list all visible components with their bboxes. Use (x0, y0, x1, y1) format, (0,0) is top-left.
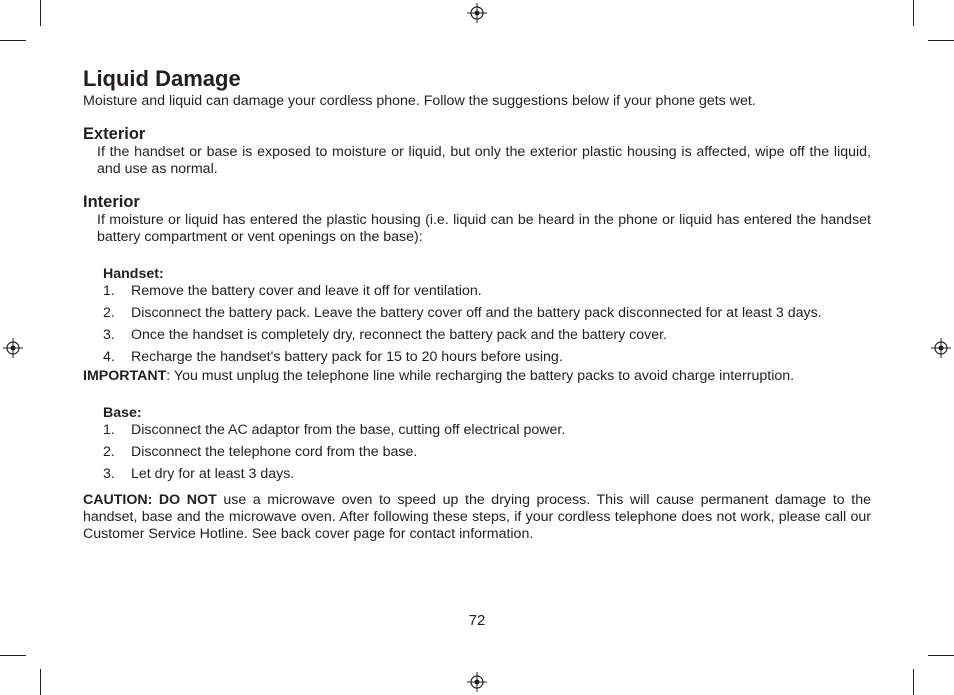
intro-text: Moisture and liquid can damage your cordless phone. Follow the suggestions below if your phone gets wet. (83, 93, 756, 109)
caution-label: CAUTION: DO NOT (83, 492, 217, 508)
list-item (83, 422, 871, 439)
registration-mark-icon (467, 3, 487, 23)
page-content (83, 65, 871, 543)
page-title: Liquid Damage (83, 66, 241, 91)
list-item (83, 327, 871, 344)
step-text: Disconnect the telephone cord from the base. (131, 444, 418, 460)
caution-note (83, 492, 871, 543)
crop-mark (913, 0, 914, 26)
page-number: 72 (468, 612, 486, 629)
step-text: Disconnect the AC adaptor from the base, cutting off electrical power. (131, 422, 566, 438)
crop-mark (0, 40, 26, 41)
base-steps (83, 422, 871, 483)
step-text: Let dry for at least 3 days. (131, 466, 295, 482)
step-text: Remove the battery cover and leave it off for ventilation. (131, 283, 482, 299)
step-number: 3. (103, 327, 115, 343)
exterior-text: If the handset or base is exposed to moisture or liquid, but only the exterior plastic housing is affected, wipe off the liquid, and use as normal. (97, 144, 871, 177)
list-item (83, 349, 871, 366)
step-number: 1. (103, 422, 115, 438)
crop-mark (928, 40, 954, 41)
step-number: 2. (103, 305, 115, 321)
list-item (83, 283, 871, 300)
registration-mark-icon (3, 338, 23, 358)
exterior-heading: Exterior (83, 125, 146, 143)
base-heading: Base: (103, 405, 142, 421)
step-number: 1. (103, 283, 115, 299)
crop-mark (0, 655, 26, 656)
list-item (83, 444, 871, 461)
step-text: Recharge the handset's battery pack for 15 to 20 hours before using. (131, 349, 563, 365)
important-note (83, 368, 871, 385)
list-item (83, 305, 871, 322)
important-label: IMPORTANT (83, 368, 167, 384)
crop-mark (928, 655, 954, 656)
interior-text: If moisture or liquid has entered the plastic housing (i.e. liquid can be heard in the phone or liquid has entered the handset battery compartment or vent openings on the base): (97, 212, 871, 245)
step-number: 3. (103, 466, 115, 482)
step-text: Disconnect the battery pack. Leave the battery cover off and the battery pack disconnected for at least 3 days. (131, 305, 822, 321)
interior-heading: Interior (83, 193, 140, 211)
handset-heading: Handset: (103, 266, 164, 282)
registration-mark-icon (467, 672, 487, 692)
step-number: 4. (103, 349, 115, 365)
step-text: Once the handset is completely dry, reconnect the battery pack and the battery cover. (131, 327, 668, 343)
step-number: 2. (103, 444, 115, 460)
handset-steps (83, 283, 871, 366)
important-text: : You must unplug the telephone line while recharging the battery packs to avoid charge interruption. (166, 368, 795, 384)
caution-text: use a microwave oven to speed up the drying process. This will cause permanent damage to the handset, base and the microwave oven. After following these steps, if your cordless telephone does not work, please call our Customer Service Hotline. See back cover page for contact information. (83, 492, 871, 542)
crop-mark (913, 669, 914, 695)
crop-mark (40, 0, 41, 26)
list-item (83, 466, 871, 483)
crop-mark (40, 669, 41, 695)
registration-mark-icon (931, 338, 951, 358)
